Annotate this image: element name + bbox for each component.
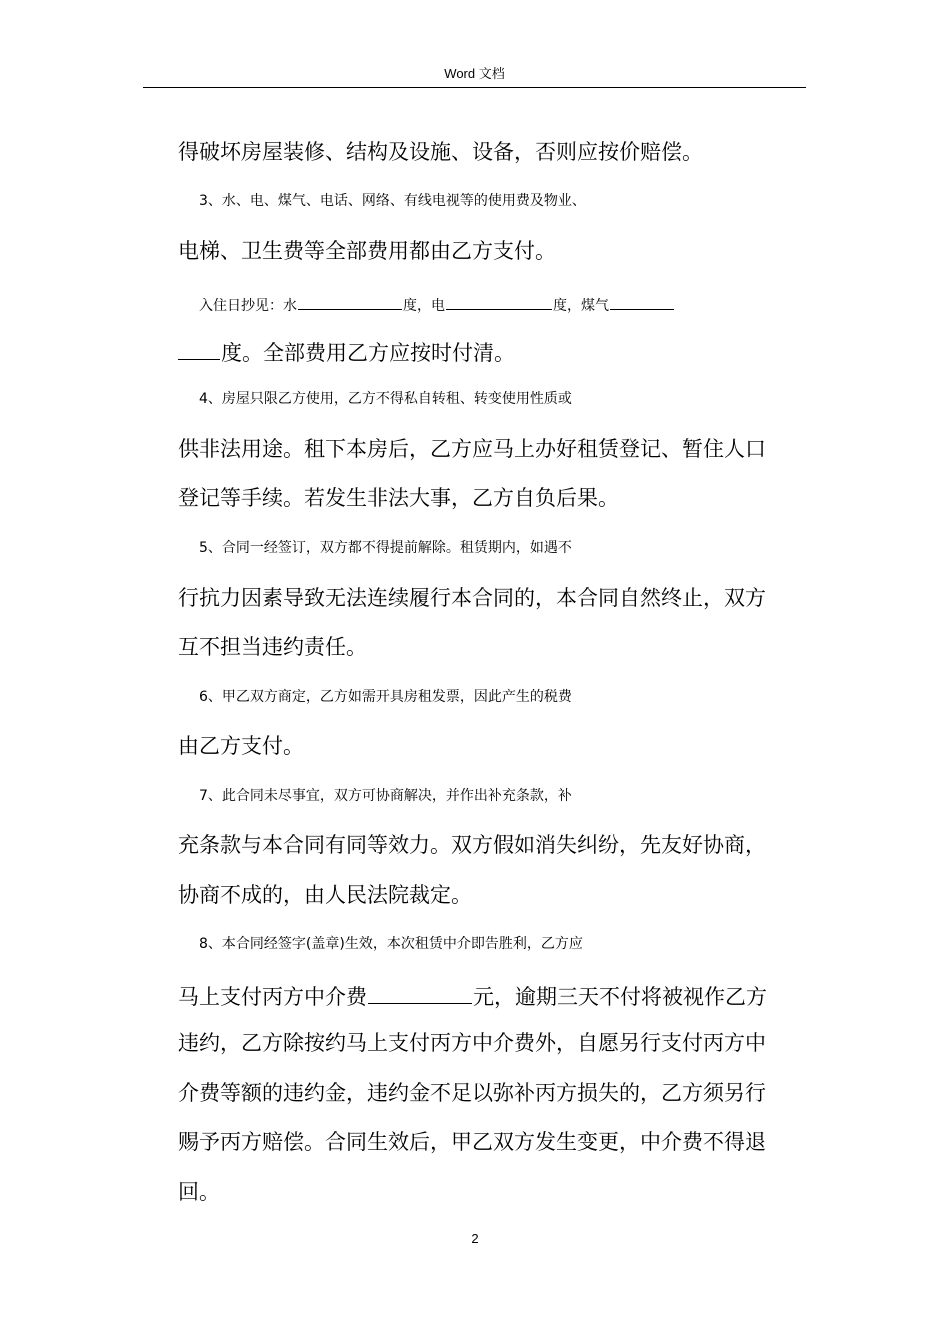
meter-water-label: 入住日抄见：水 (199, 298, 297, 314)
agency-fee-label: 马上支付丙方中介费 (178, 985, 367, 1009)
text-line: 赐予丙方赔偿。合同生效后，甲乙双方发生变更，中介费不得退 (178, 1130, 766, 1154)
text-line (178, 335, 808, 368)
text-line: 违约，乙方除按约马上支付丙方中介费外，自愿另行支付丙方中 (178, 1031, 766, 1055)
text-line: 8、本合同经签字(盖章)生效，本次租赁中介即告胜利，乙方应 (199, 936, 583, 952)
text-line: 介费等额的违约金，违约金不足以弥补丙方损失的，乙方须另行 (178, 1081, 766, 1105)
gas-reading-blank-cont[interactable] (178, 335, 220, 360)
electric-reading-blank[interactable] (446, 285, 552, 310)
meter-electric-label: 度，电 (403, 298, 445, 314)
gas-reading-blank[interactable] (610, 285, 674, 310)
text-line: 电梯、卫生费等全部费用都由乙方支付。 (178, 239, 556, 263)
agency-fee-line (178, 979, 808, 1012)
text-line: 登记等手续。若发生非法大事，乙方自负后果。 (178, 486, 619, 510)
meter-gas-label: 度，煤气 (553, 298, 609, 314)
page-number: 2 (471, 1231, 479, 1246)
text-line: 3、水、电、煤气、电话、网络、有线电视等的使用费及物业、 (199, 193, 586, 209)
text-line: 充条款与本合同有同等效力。双方假如消失纠纷，先友好协商， (178, 833, 766, 857)
text-line: 行抗力因素导致无法连续履行本合同的，本合同自然终止，双方 (178, 586, 766, 610)
text-line: 5、合同一经签订，双方都不得提前解除。租赁期内，如遇不 (199, 540, 572, 556)
agency-fee-blank[interactable] (368, 979, 472, 1004)
text-line: 供非法用途。租下本房后，乙方应马上办好租赁登记、暂住人口 (178, 437, 766, 461)
text-span: 度。全部费用乙方应按时付清。 (221, 341, 515, 365)
text-line: 由乙方支付。 (178, 734, 304, 758)
page-header: Word 文档 (444, 66, 505, 81)
water-reading-blank[interactable] (298, 285, 402, 310)
text-line: 4、房屋只限乙方使用，乙方不得私自转租、转变使用性质或 (199, 391, 572, 407)
text-line: 回。 (178, 1180, 220, 1204)
text-line: 互不担当违约责任。 (178, 635, 367, 659)
text-line: 6、甲乙双方商定，乙方如需开具房租发票，因此产生的税费 (199, 689, 572, 705)
meter-reading-line (199, 285, 829, 321)
text-line: 7、此合同未尽事宜，双方可协商解决，并作出补充条款，补 (199, 788, 572, 804)
header-rule (143, 87, 806, 88)
text-line: 协商不成的，由人民法院裁定。 (178, 883, 472, 907)
agency-fee-rest: 元，逾期三天不付将被视作乙方 (473, 985, 767, 1009)
text-line: 得破坏房屋装修、结构及设施、设备，否则应按价赔偿。 (178, 140, 703, 164)
